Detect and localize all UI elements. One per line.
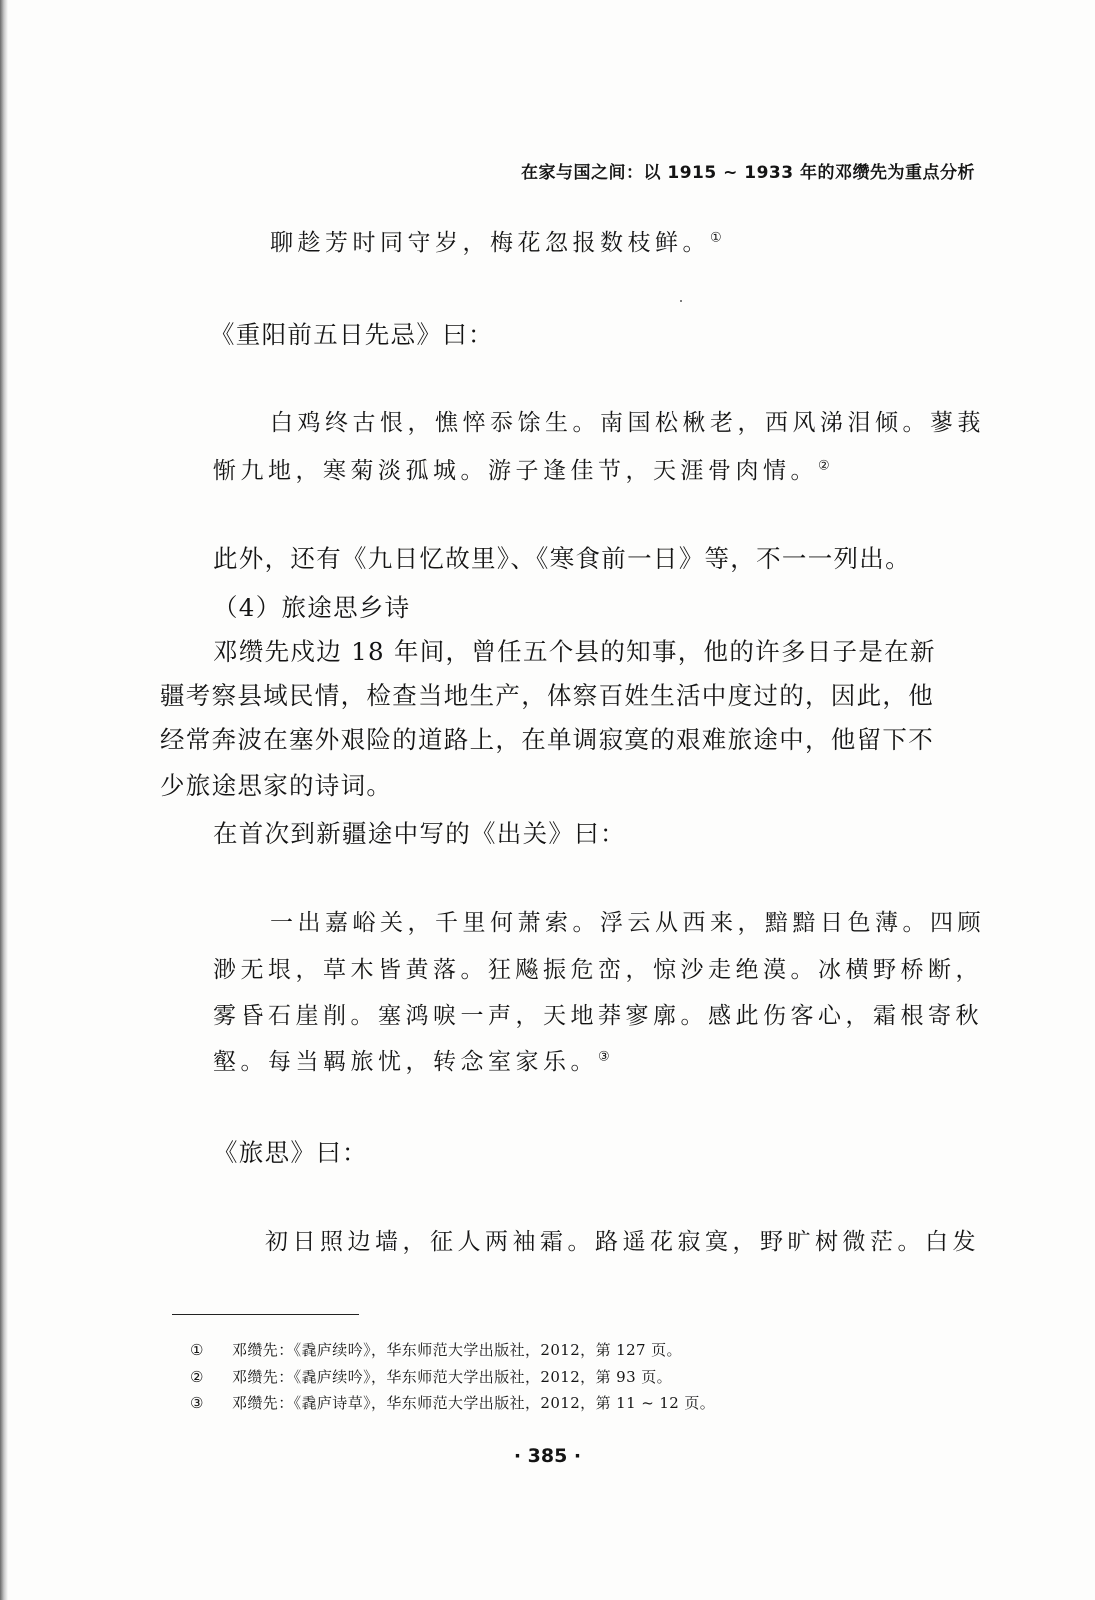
footnote-mark: ② (190, 1368, 204, 1386)
quote-intro: 《旅思》曰： (213, 1138, 368, 1167)
paragraph-line: 疆考察县域民情，检查当地生产，体察百姓生活中度过的，因此，他 (160, 681, 934, 710)
paragraph: 在首次到新疆途中写的《出关》曰： (213, 819, 626, 848)
poem-text: 惭九地，寒菊淡孤城。游子逢佳节，天涯骨肉情。 (213, 458, 818, 484)
footnote-text: 邓缵先：《毳庐续吟》，华东师范大学出版社，2012，第 127 页。 (232, 1341, 682, 1359)
section-heading: （4）旅途思乡诗 (213, 593, 411, 622)
poem-line: 初日照边墙，征人两袖霜。路遥花寂寞，野旷树微茫。白发 (265, 1229, 980, 1255)
quote-intro: 《重阳前五日先忌》曰： (210, 320, 494, 349)
footnote-text: 邓缵先：《毳庐诗草》，华东师范大学出版社，2012，第 11 ~ 12 页。 (232, 1394, 716, 1412)
footnote-ref: ② (818, 458, 830, 474)
poem-line (213, 1043, 610, 1076)
poem-text: 壑。每当羁旅忧，转念室家乐。 (213, 1049, 598, 1075)
poem-line (213, 452, 830, 485)
footnote-mark: ③ (190, 1394, 204, 1412)
poem-line: 雾昏石崖削。塞鸿唳一声，天地莽寥廓。感此伤客心，霜根寄秋 (213, 1003, 983, 1029)
paragraph-line: 邓缵先戍边 18 年间，曾任五个县的知事，他的许多日子是在新 (213, 637, 936, 666)
footnote-divider (172, 1314, 359, 1315)
footnote (190, 1366, 672, 1387)
scan-speck (680, 300, 682, 302)
poem-text: 聊趁芳时同守岁，梅花忽报数枝鲜。 (270, 230, 710, 256)
footnote (190, 1392, 715, 1413)
footnote (190, 1339, 682, 1360)
page-number: · 385 · (513, 1445, 582, 1467)
paragraph-line: 少旅途思家的诗词。 (160, 771, 393, 800)
paragraph: 此外，还有《九日忆故里》、《寒食前一日》等，不一一列出。 (213, 544, 911, 573)
paragraph-line: 经常奔波在塞外艰险的道路上，在单调寂寞的艰难旅途中，他留下不 (160, 725, 934, 754)
footnote-ref: ③ (598, 1049, 610, 1065)
footnote-text: 邓缵先：《毳庐续吟》，华东师范大学出版社，2012，第 93 页。 (232, 1368, 672, 1386)
poem-line (270, 224, 722, 257)
poem-line: 一出嘉峪关，千里何萧索。浮云从西来，黯黯日色薄。四顾 (270, 910, 985, 936)
footnote-mark: ① (190, 1341, 204, 1359)
scan-edge (0, 0, 8, 1600)
running-header: 在家与国之间：以 1915 ~ 1933 年的邓缵先为重点分析 (520, 163, 975, 183)
footnote-ref: ① (710, 230, 722, 246)
poem-line: 渺无垠，草木皆黄落。狂飚振危峦，惊沙走绝漠。冰横野桥断， (213, 957, 983, 983)
poem-line: 白鸡终古恨，憔悴忝馀生。南国松楸老，西风涕泪倾。蓼莪 (270, 410, 985, 436)
